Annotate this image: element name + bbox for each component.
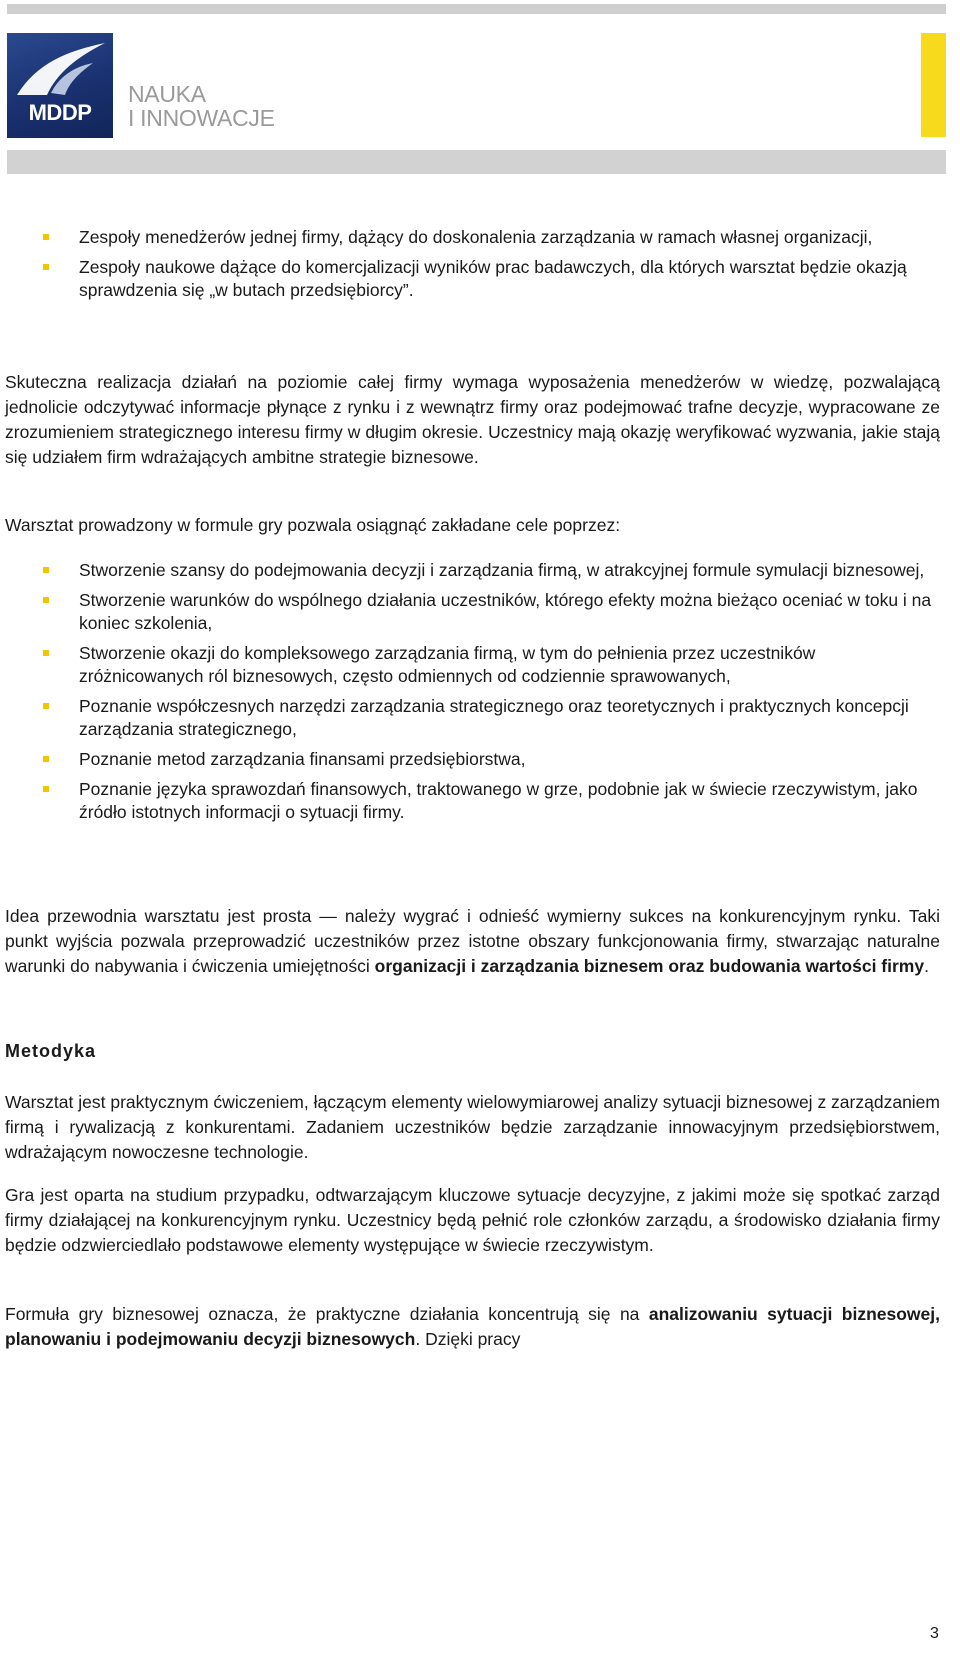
- bullet-icon: [43, 786, 49, 792]
- list-item: Zespoły naukowe dążące do komercjalizacji wyników prac badawczych, dla których warsztat będzie okazją sprawdzenia się „w butach przedsiębiorcy”.: [5, 256, 940, 302]
- list-item: Poznanie metod zarządzania finansami przedsiębiorstwa,: [5, 748, 940, 771]
- list-item: Stworzenie szansy do podejmowania decyzji i zarządzania firmą, w atrakcyjnej formule symulacji biznesowej,: [5, 559, 940, 582]
- paragraph-method-2: Gra jest oparta na studium przypadku, odtwarzającym kluczowe sytuacje decyzyjne, z jakimi może się spotkać zarząd firmy działającej na konkurencyjnym rynku. Uczestnicy będą pełnić role członków zarządu, a środowisko działania firmy będzie odzwierciedlało podstawowe elementy występujące w świecie rzeczywistym.: [5, 1185, 940, 1255]
- list-item: Stworzenie warunków do wspólnego działania uczestników, którego efekty można bieżąco oceniać w toku i na koniec szkolenia,: [5, 589, 940, 635]
- header-band: [7, 150, 946, 174]
- top-divider: [7, 4, 946, 14]
- logo-abbreviation: MDDP: [28, 100, 92, 125]
- yellow-accent-bar: [921, 33, 946, 137]
- logo-line-1: NAUKA: [128, 81, 206, 107]
- bullet-icon: [43, 597, 49, 603]
- idea-bold: organizacji i zarządzania biznesem oraz budowania wartości firmy: [374, 956, 925, 976]
- list-item: Zespoły menedżerów jednej firmy, dążący do doskonalenia zarządzania w ramach własnej organizacji,: [5, 226, 940, 249]
- logo-line-2: I INNOWACJE: [128, 105, 275, 131]
- intro-bullet-list: [5, 226, 940, 309]
- goals-bullet-list: [5, 559, 940, 831]
- paragraph-method-1: Warsztat jest praktycznym ćwiczeniem, łączącym elementy wielowymiarowej analizy sytuacji biznesowej z zarządzaniem firmą i rywalizacją z konkurentami. Zadaniem uczestników będzie zarządzanie innowacyjnym przedsiębiorstwem, wdrażającym nowoczesne technologie.: [5, 1092, 940, 1162]
- bullet-icon: [43, 567, 49, 573]
- bullet-icon: [43, 234, 49, 240]
- bullet-icon: [43, 264, 49, 270]
- page-number: 3: [930, 1625, 939, 1642]
- bullet-icon: [43, 650, 49, 656]
- section-heading: Metodyka: [5, 1041, 97, 1061]
- list-item: Poznanie języka sprawozdań finansowych, traktowanego w grze, podobnie jak w świecie rzeczywistym, jako źródło istotnych informacji o sytuacji firmy.: [5, 778, 940, 824]
- logo-wordmark: [128, 82, 275, 130]
- paragraph-realization: Skuteczna realizacja działań na poziomie całej firmy wymaga wyposażenia menedżerów w wiedzę, pozwalającą jednolicie odczytywać informacje płynące z rynku i z wewnątrz firmy oraz podejmować trafne decyzje, wypracowane ze zrozumieniem strategicznego interesu firmy w długim okresie. Uczestnicy mają okazję weryfikować wyzwania, jakie stają się udziałem firm wdrażających ambitne strategie biznesowe.: [5, 372, 940, 467]
- list-item: Stworzenie okazji do kompleksowego zarządzania firmą, w tym do pełnienia przez uczestników zróżnicowanych ról biznesowych, często odmiennych od codziennie sprawowanych,: [5, 642, 940, 688]
- list-item: Poznanie współczesnych narzędzi zarządzania strategicznego oraz teoretycznych i praktycznych koncepcji zarządzania strategicznego,: [5, 695, 940, 741]
- paragraph-method-3: Formuła gry biznesowej oznacza, że praktyczne działania koncentrują się na analizowaniu sytuacji biznesowej, planowaniu i podejmowaniu decyzji biznesowych. Dzięki pracy: [5, 1304, 940, 1349]
- goals-intro: Warsztat prowadzony w formule gry pozwala osiągnąć zakładane cele poprzez:: [5, 515, 621, 535]
- paragraph-idea: Idea przewodnia warsztatu jest prosta — należy wygrać i odnieść wymierny sukces na konkurencyjnym rynku. Taki punkt wyjścia pozwala przeprowadzić uczestników przez istotne obszary funkcjonowania firmy, stwarzając naturalne warunki do nabywania i ćwiczenia umiejętności organizacji i zarządzania biznesem oraz budowania wartości firmy.: [5, 906, 940, 976]
- mddp-logo: [7, 33, 113, 138]
- method-bold: analizowaniu sytuacji biznesowej, planowaniu i podejmowaniu decyzji biznesowych: [5, 1304, 940, 1349]
- bullet-icon: [43, 756, 49, 762]
- bullet-icon: [43, 703, 49, 709]
